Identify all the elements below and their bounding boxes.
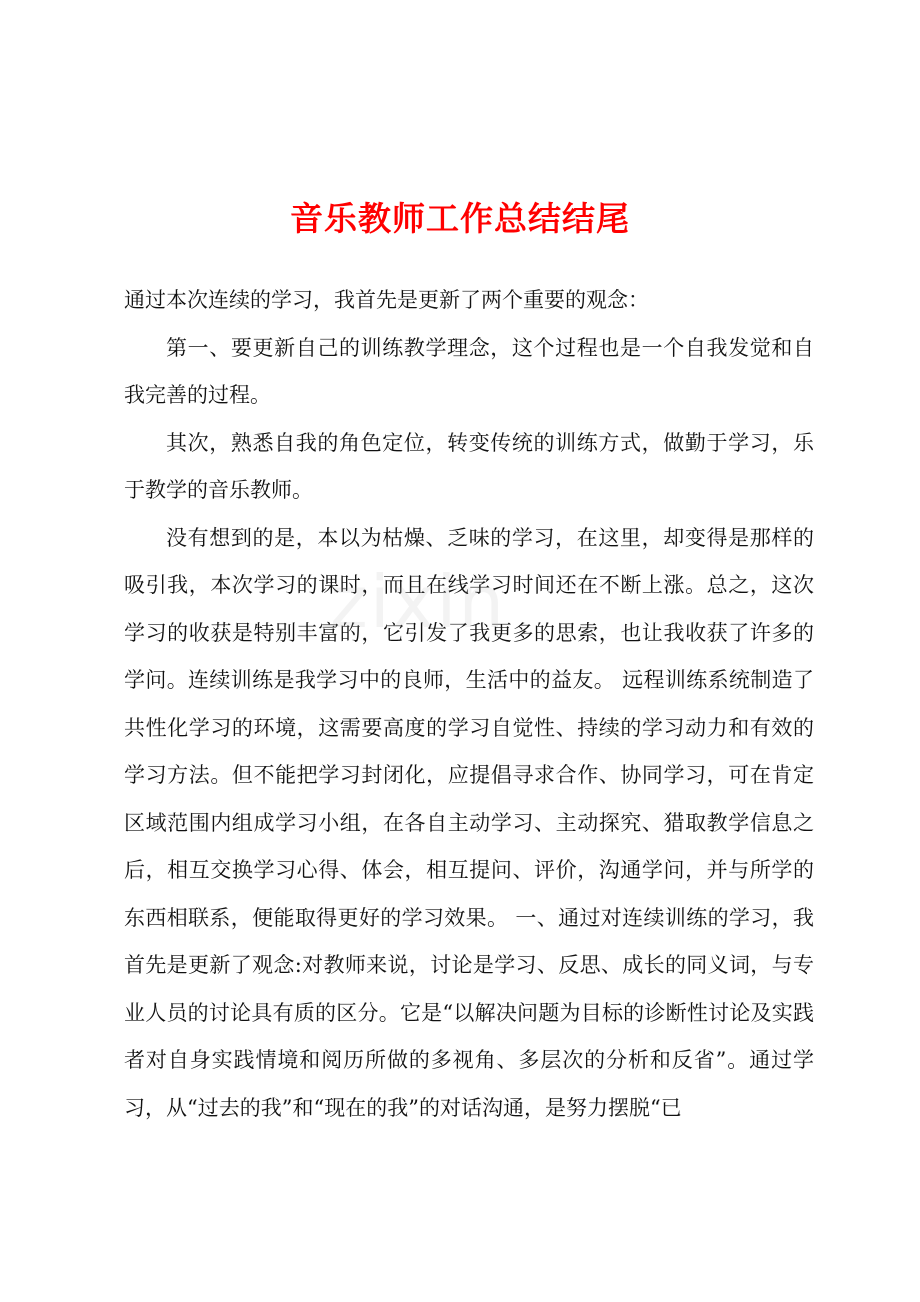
paragraph-first: 第一、要更新自己的训练教学理念，这个过程也是一个自我发觉和自我完善的过程。 [124,335,814,407]
watermark-text: zixin [330,560,507,644]
paragraph-main: 没有想到的是，本以为枯燥、乏味的学习，在这里，却变得是那样的吸引我，本次学习的课时，而且在线学习时间还在不断上涨。总之，这次学习的收获是特别丰富的，它引发了我更多的思索，也让我收获了许多的学问。连续训练是我学习中的良师，生活中的益友。 远程训练系统制造了共性化学习的环境，这需要高度的学习自觉性、持续的学习动力和有效的学习方法。但不能把学习封闭化，应提倡寻求合作、协同学习，可在肯定区域范围内组成学习小组，在各自主动学习、主动探究、猎取教学信息之后，相互交换学习心得、体会，相互提问、评价，沟通学问，并与所学的东西相联系，便能取得更好的学习效果。 一、通过对连续训练的学习，我首先是更新了观念:对教师来说，讨论是学习、反思、成长的同义词，与专业人员的讨论具有质的区分。它是“以解决问题为目标的诊断性讨论及实践者对自身实践情境和阅历所做的多视角、多层次的分析和反省”。通过学习，从“过去的我”和“现在的我”的对话沟通，是努力摆脱“已 [124,525,814,1120]
paragraph-second: 其次，熟悉自我的角色定位，转变传统的训练方式，做勤于学习，乐于教学的音乐教师。 [124,430,814,502]
paragraph-intro: 通过本次连续的学习，我首先是更新了两个重要的观念： [124,288,649,312]
document-title: 音乐教师工作总结结尾 [290,199,630,238]
document-body [124,277,814,1132]
